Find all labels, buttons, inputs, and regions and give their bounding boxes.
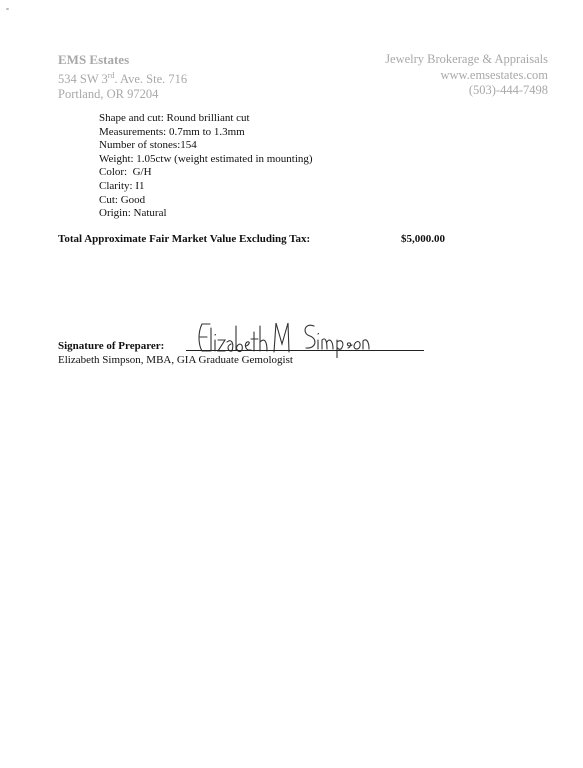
letterhead-contact-block (385, 52, 548, 99)
tagline: Jewelry Brokerage & Appraisals (385, 52, 548, 66)
page-speck (6, 8, 9, 10)
total-value-row (58, 233, 458, 245)
detail-measurements: Measurements: 0.7mm to 1.3mm (99, 125, 245, 138)
detail-weight: Weight: 1.05ctw (weight estimated in mounting) (99, 152, 313, 165)
signature-line (186, 350, 424, 351)
address-street-number: 534 SW 3 (58, 71, 108, 86)
total-value-amount: $5,000.00 (401, 233, 445, 245)
company-name: EMS Estates (58, 52, 130, 67)
address-street-rest: . Ave. Ste. 716 (114, 71, 188, 86)
letterhead-company-block (58, 52, 187, 103)
detail-clarity: Clarity: I1 (99, 179, 145, 192)
website: www.emsestates.com (440, 67, 548, 82)
address-line-2: Portland, OR 97204 (58, 87, 159, 102)
detail-color: Color: G/H (99, 166, 152, 179)
signature-label: Signature of Preparer: (58, 340, 165, 352)
address-ordinal: rd (107, 70, 115, 80)
preparer-credentials: Elizabeth Simpson, MBA, GIA Graduate Gemologist (58, 354, 293, 366)
detail-number-of-stones: Number of stones:154 (99, 139, 197, 152)
phone: (503)-444-7498 (468, 83, 548, 97)
detail-origin: Origin: Natural (99, 207, 167, 220)
detail-shape-cut: Shape and cut: Round brilliant cut (99, 112, 250, 124)
handwritten-signature (196, 318, 376, 358)
stone-details (99, 112, 313, 221)
address-line-1 (58, 68, 187, 88)
detail-cut: Cut: Good (99, 193, 146, 206)
total-value-label: Total Approximate Fair Market Value Excluding Tax: (58, 233, 311, 245)
